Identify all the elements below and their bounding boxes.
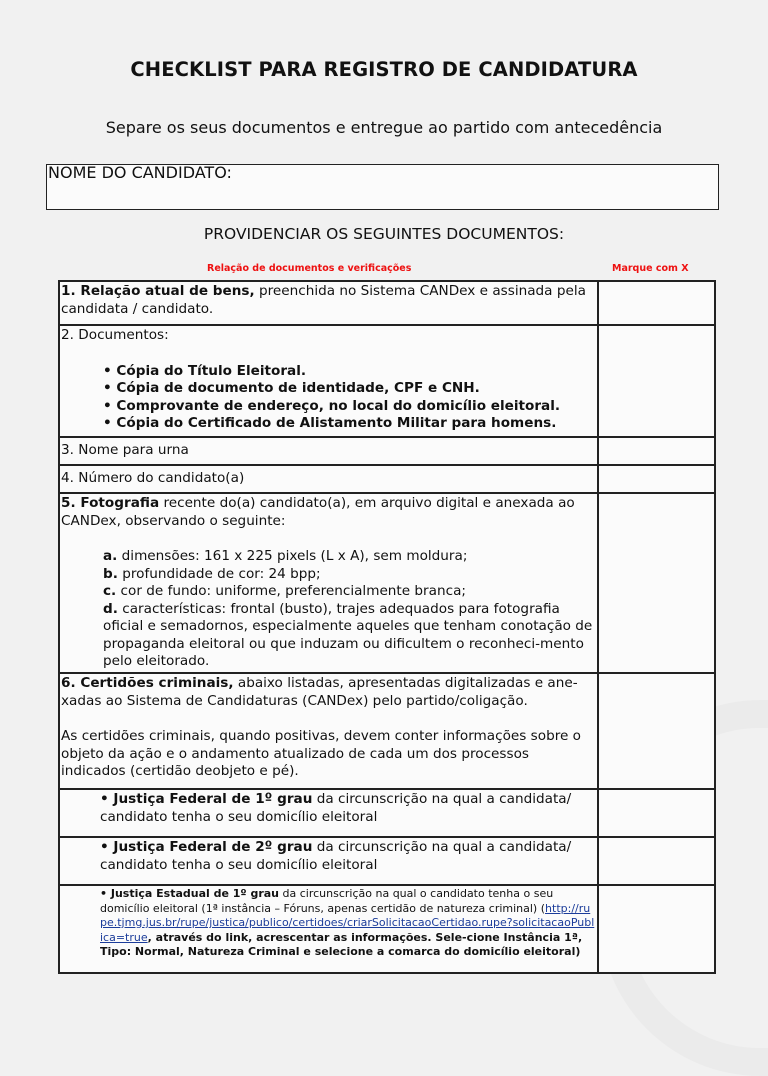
table-row (59, 789, 715, 837)
row-5-checkbox[interactable] (598, 493, 715, 673)
table-row (59, 281, 715, 325)
row-5-text: 5. Fotografia recente do(a) candidato(a), em arquivo digital e anexada ao CANDex, observando o seguinte: a. dimensões: 161 x 225 pixels (L x A), sem moldura; b. profundidade de cor: 24 bpp; c. cor de fundo: uniforme, preferencialmente branca; d. características: frontal (busto), trajes adequados para fotografia oficial e semadornos, especialmente aqueles que tenham conotação de propaganda eleitoral ou que induzam ou dificultem o reconheci-mento pelo eleitorado. (59, 493, 598, 673)
row-9-text: • Justiça Estadual de 1º grau da circunscrição na qual o candidato tenha o seu domicílio eleitoral (1ª instância – Fóruns, apenas certidão de natureza criminal) (http://rupe.tjmg.jus.br/rupe/justica/publico/certidoes/criarSolicitacaoCertidao.rupe?solicitacaoPublica=true, através do link, acrescentar as informações. Sele-cione Instância 1ª, Tipo: Normal, Natureza Criminal e selecione a comarca do domicílio eleitoral) (59, 885, 598, 973)
row-3-text: 3. Nome para urna (59, 437, 598, 465)
row-3-checkbox[interactable] (598, 437, 715, 465)
row-1-checkbox[interactable] (598, 281, 715, 325)
table-row (59, 325, 715, 437)
table-row (59, 437, 715, 465)
section-heading: PROVIDENCIAR OS SEGUINTES DOCUMENTOS: (203, 225, 565, 243)
row-7-checkbox[interactable] (598, 789, 715, 837)
list-item: • Cópia do Certificado de Alistamento Militar para homens. (103, 415, 557, 431)
table-row (59, 885, 715, 973)
row-4-text: 4. Número do candidato(a) (59, 465, 598, 493)
table-header-documents: Relação de documentos e verificações (207, 263, 412, 274)
row-8-text: • Justiça Federal de 2º grau da circunscrição na qual a candidata/ candidato tenha o seu domicílio eleitoral (59, 837, 598, 885)
candidate-name-label: NOME DO CANDIDATO: (48, 163, 232, 182)
list-item: a. dimensões: 161 x 225 pixels (L x A), sem moldura; (103, 548, 468, 564)
row-2-text: 2. Documentos: • Cópia do Título Eleitoral. • Cópia de documento de identidade, CPF e CNH. • Comprovante de endereço, no local do domicílio eleitoral. • Cópia do Certificado de Alistamento Militar para homens. (59, 325, 598, 437)
table-row (59, 673, 715, 789)
row-8-checkbox[interactable] (598, 837, 715, 885)
list-item: b. profundidade de cor: 24 bpp; (103, 565, 321, 582)
table-row (59, 837, 715, 885)
row-2-checkbox[interactable] (598, 325, 715, 437)
table-row (59, 465, 715, 493)
list-item: • Cópia de documento de identidade, CPF e CNH. (103, 380, 480, 396)
list-item: d. características: frontal (busto), trajes adequados para fotografia oficial e semadornos, especialmente aqueles que tenham conotação de propaganda eleitoral ou que induzam ou dificultem o reconheci-mento pelo eleitorado. (103, 600, 593, 669)
list-item: c. cor de fundo: uniforme, preferencialmente branca; (103, 583, 466, 599)
row-6-checkbox[interactable] (598, 673, 715, 789)
list-item: • Cópia do Título Eleitoral. (103, 362, 307, 379)
row-9-checkbox[interactable] (598, 885, 715, 973)
page-title: CHECKLIST PARA REGISTRO DE CANDIDATURA (130, 58, 638, 81)
list-item: • Comprovante de endereço, no local do domicílio eleitoral. (103, 397, 561, 414)
checklist-table (58, 280, 716, 974)
row-6-text: 6. Certidões criminais, abaixo listadas, apresentadas digitalizadas e ane-xadas ao Sistema de Candidaturas (CANDex) pelo partido/coligação. As certidões criminais, quando positivas, devem conter informações sobre o objeto da ação e o andamento atualizado de cada um dos processos indicados (certidão deobjeto e pé). (59, 673, 598, 789)
row-4-checkbox[interactable] (598, 465, 715, 493)
table-row (59, 493, 715, 673)
row-1-text: 1. Relação atual de bens, preenchida no Sistema CANDex e assinada pela candidata / candidato. (59, 281, 598, 325)
page-subtitle: Separe os seus documentos e entregue ao partido com antecedência (105, 118, 663, 137)
certidao-link[interactable]: http://rupe.tjmg.jus.br/rupe/justica/publico/certidoes/criarSolicitacaoCertidao.rupe?solicitacaoPublica=true (100, 901, 595, 944)
candidate-name-field[interactable] (46, 164, 719, 210)
row-7-text: • Justiça Federal de 1º grau da circunscrição na qual a candidata/ candidato tenha o seu domicílio eleitoral (59, 789, 598, 837)
table-header-mark: Marque com X (612, 263, 689, 274)
